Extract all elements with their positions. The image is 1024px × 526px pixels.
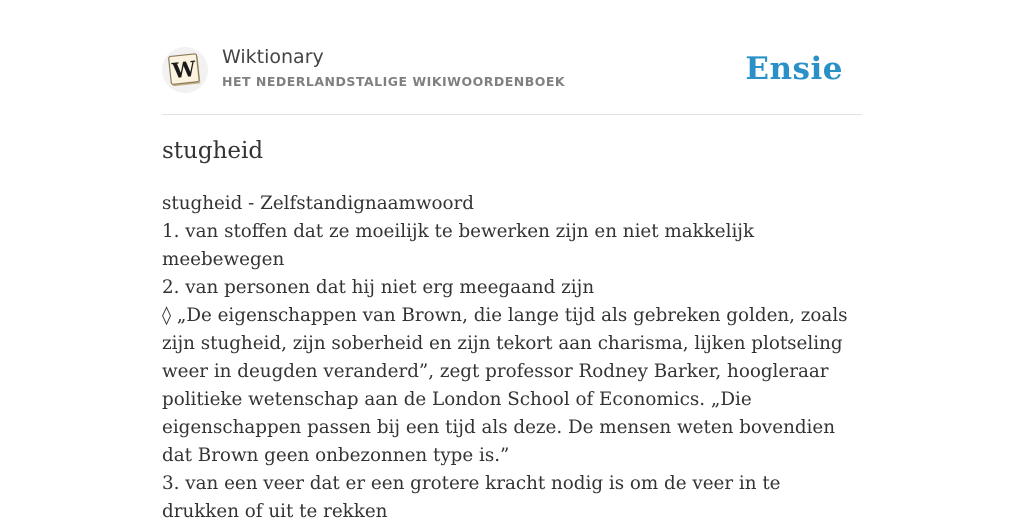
ensie-logo[interactable]: Ensie <box>745 51 843 87</box>
site-subtitle: HET NEDERLANDSTALIGE WIKIWOORDENBOEK <box>222 74 566 89</box>
definition-body <box>162 190 862 526</box>
example-quote: ◊ „De eigenschappen van Brown, die lange tijd als gebreken golden, zoals zijn stugheid, zijn soberheid en zijn tekort aan charisma, lijken plotseling weer in deugden veranderd”, zegt professor Rodney Barker, hoogleraar politieke wetenschap aan de London School of Economics. „Die eigenschappen passen bij een tijd als deze. De mensen weten bovendien dat Brown geen onbezonnen type is.” <box>162 305 848 466</box>
definition-line-3: 3. van een veer dat er een grotere kracht nodig is om de veer in te drukken of uit te rekken <box>162 473 781 522</box>
site-name[interactable]: Wiktionary <box>222 46 324 68</box>
page-title: stugheid <box>162 138 264 164</box>
header <box>162 0 862 115</box>
definition-line-1: 1. van stoffen dat ze moeilijk te bewerken zijn en niet makkelijk meebewegen <box>162 221 755 270</box>
wiktionary-logo[interactable] <box>162 47 208 93</box>
logo-letter: W <box>170 55 197 84</box>
page <box>162 0 862 522</box>
definition-line-2: 2. van personen dat hij niet erg meegaand zijn <box>162 277 595 298</box>
entry-heading-line: stugheid - Zelfstandignaamwoord <box>162 193 474 214</box>
wiktionary-tile-icon <box>162 47 208 93</box>
